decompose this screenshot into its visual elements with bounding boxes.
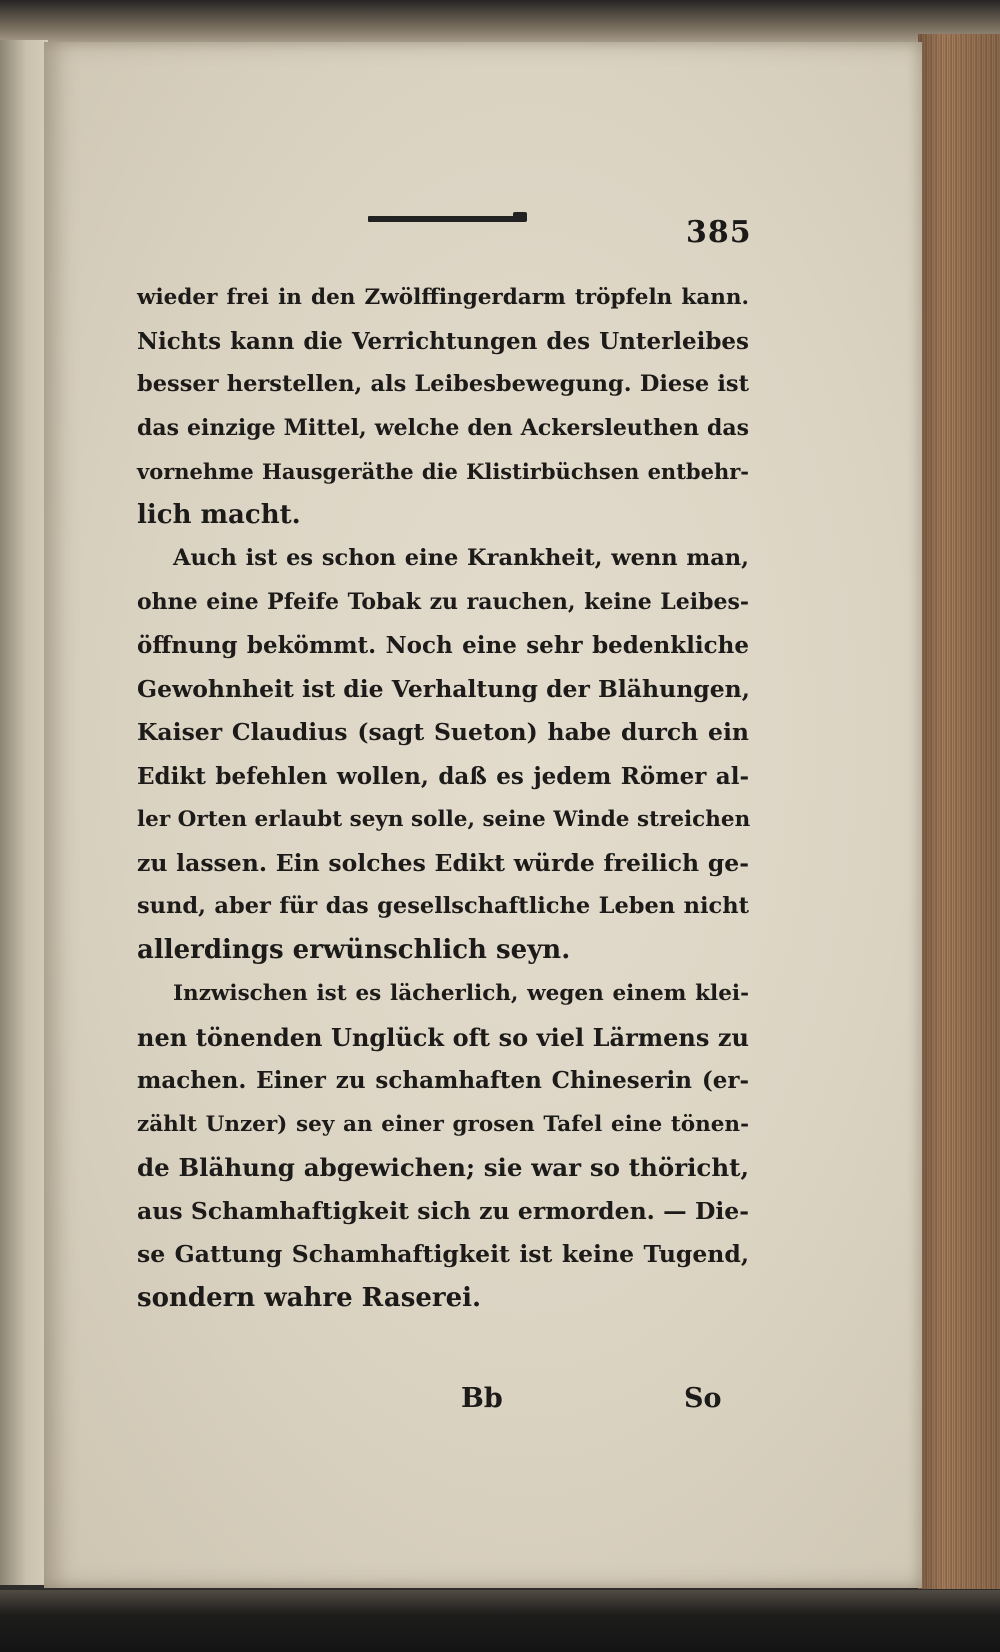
text-line: sund, aber für das gesellschaftliche Leben nicht (137, 893, 749, 919)
text-line: zu lassen. Ein solches Edikt würde freilich ge- (137, 848, 749, 877)
text-line: Gewohnheit ist die Verhaltung der Blähungen, (137, 674, 750, 703)
text-line: machen. Einer zu schamhaften Chineserin (er- (137, 1067, 749, 1094)
text-line: ler Orten erlaubt seyn solle, seine Winde streichen (137, 807, 751, 832)
text-line: wieder frei in den Zwölffingerdarm tröpfeln kann. (137, 285, 749, 310)
text-line: das einzige Mittel, welche den Ackersleuthen das (137, 414, 749, 441)
text-line: allerdings erwünschlich seyn. (137, 934, 571, 965)
body-text (137, 276, 749, 1320)
text-line: Edikt befehlen wollen, daß es jedem Römer al- (137, 762, 749, 790)
bottom-shadow (0, 1590, 1000, 1652)
fore-edge-shade (918, 34, 1000, 1589)
top-shadow (0, 0, 1000, 42)
text-line: aus Schamhaftigkeit sich zu ermorden. — Die- (137, 1196, 749, 1225)
text-line: de Blähung abgewichen; sie war so thöricht, (137, 1153, 749, 1182)
text-line: sondern wahre Raserei. (137, 1282, 482, 1313)
text-line: lich macht. (137, 499, 301, 530)
text-line: zählt Unzer) sey an einer grosen Tafel eine tönen- (137, 1111, 749, 1137)
page-number: 385 (686, 215, 752, 250)
text-line: Kaiser Claudius (sagt Sueton) habe durch ein (137, 718, 749, 746)
text-line: se Gattung Schamhaftigkeit ist keine Tugend, (137, 1240, 749, 1268)
text-line: nen tönenden Unglück oft so viel Lärmens zu (137, 1022, 749, 1052)
text-line: Nichts kann die Verrichtungen des Unterleibes (137, 327, 749, 355)
text-line: Auch ist es schon eine Krankheit, wenn man, (173, 545, 749, 571)
text-line: Inzwischen ist es lächerlich, wegen einem klei- (173, 981, 749, 1006)
text-line: vornehme Hausgeräthe die Klistirbüchsen entbehr- (137, 459, 749, 484)
text-line: besser herstellen, als Leibesbewegung. Diese ist (137, 371, 749, 397)
signature-mark: Bb (461, 1383, 503, 1414)
left-page-edge (0, 40, 49, 1585)
catchword: So (684, 1383, 722, 1414)
text-line: öffnung bekömmt. Noch eine sehr bedenkliche (137, 632, 749, 659)
header-ornament-rule (368, 216, 523, 222)
text-line: ohne eine Pfeife Tobak zu rauchen, keine Leibes- (137, 588, 749, 615)
